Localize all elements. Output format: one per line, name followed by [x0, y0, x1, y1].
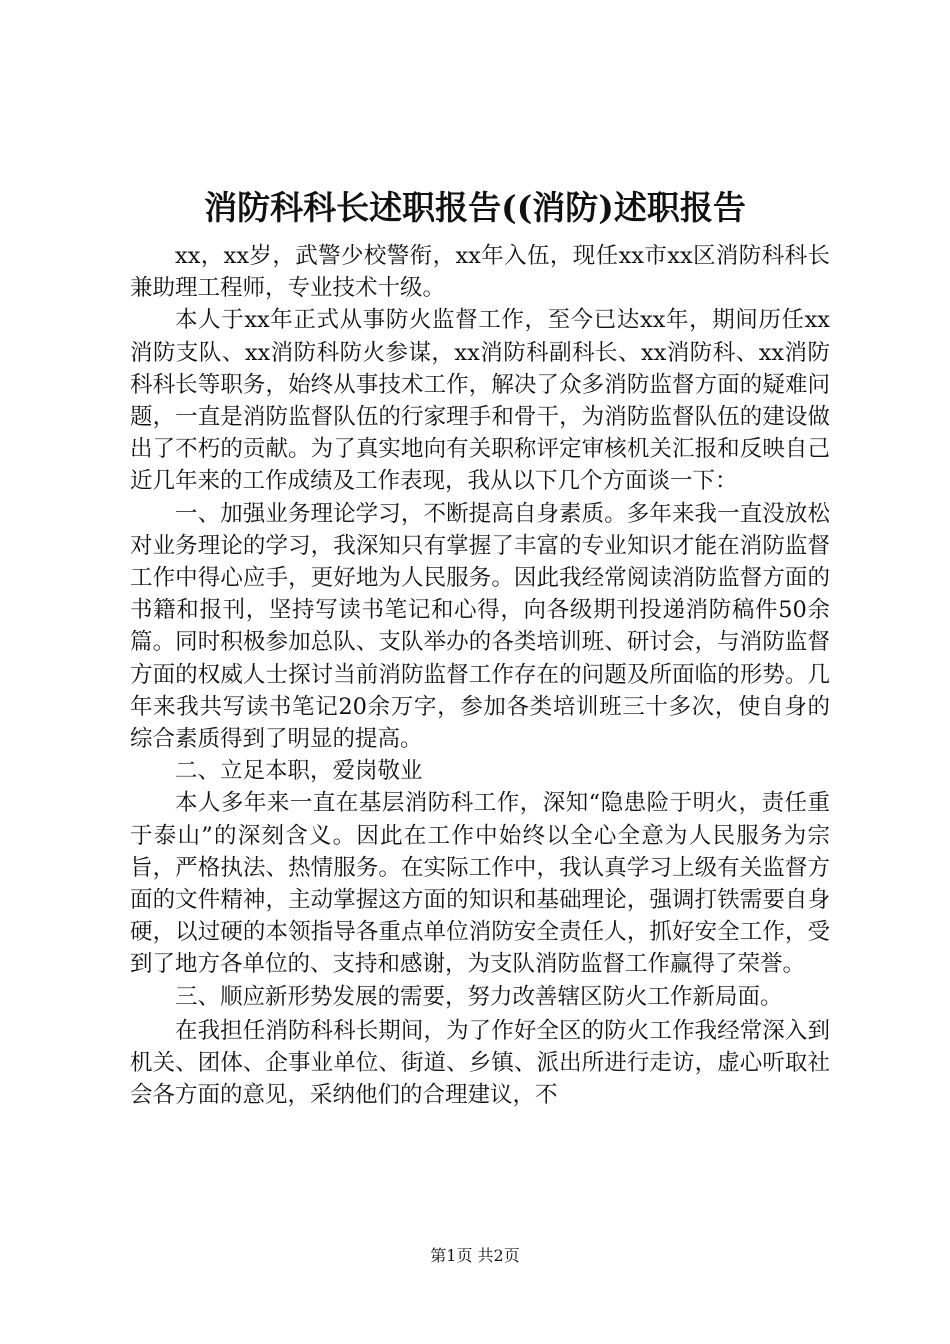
document-body — [130, 240, 830, 1111]
section-heading-3: 三、顺应新形势发展的需要，努力改善辖区防火工作新局面。 — [175, 983, 783, 1010]
document-title: 消防科科长述职报告((消防)述职报告 — [204, 188, 746, 227]
section-heading-2: 二、立足本职，爱岗敬业 — [175, 758, 423, 785]
paragraph-section-2: 本人多年来一直在基层消防科工作，深知“隐患险于明火，责任重于泰山”的深刻含义。因此在工作中始终以全心全意为人民服务为宗旨，严格执法、热情服务。在实际工作中，我认真学习上级有关监督方面的文件精神，主动掌握这方面的知识和基础理论，强调打铁需要自身硬，以过硬的本领指导各重点单位消防安全责任人，抓好安全工作，受到了地方各单位的、支持和感谢，为支队消防监督工作赢得了荣誉。 — [130, 790, 830, 978]
paragraph-career: 本人于xx年正式从事防火监督工作，至今已达xx年，期间历任xx消防支队、xx消防科防火参谋，xx消防科副科长、xx消防科、xx消防科科长等职务，始终从事技术工作，解决了众多消防监督方面的疑难问题，一直是消防监督队伍的行家理手和骨干，为消防监督队伍的建设做出了不朽的贡献。为了真实地向有关职称评定审核机关汇报和反映自己近几年来的工作成绩及工作表现，我从以下几个方面谈一下： — [130, 307, 830, 495]
paragraph-section-3: 在我担任消防科科长期间，为了作好全区的防火工作我经常深入到机关、团体、企事业单位、街道、乡镇、派出所进行走访，虚心听取社会各方面的意见，采纳他们的合理建议，不 — [130, 1017, 830, 1109]
page-footer: 第1页 共2页 — [430, 1246, 520, 1265]
paragraph-intro: xx，xx岁，武警少校警衔，xx年入伍，现任xx市xx区消防科科长兼助理工程师，专业技术十级。 — [130, 243, 830, 302]
paragraph-section-1: 一、加强业务理论学习，不断提高自身素质。多年来我一直没放松对业务理论的学习，我深知只有掌握了丰富的专业知识才能在消防监督工作中得心应手，更好地为人民服务。因此我经常阅读消防监督方面的书籍和报刊，坚持写读书笔记和心得，向各级期刊投递消防稿件50余篇。同时积极参加总队、支队举办的各类培训班、研讨会，与消防监督方面的权威人士探讨当前消防监督工作存在的问题及所面临的形势。几年来我共写读书笔记20余万字，参加各类培训班三十多次，使自身的综合素质得到了明显的提高。 — [130, 500, 830, 753]
